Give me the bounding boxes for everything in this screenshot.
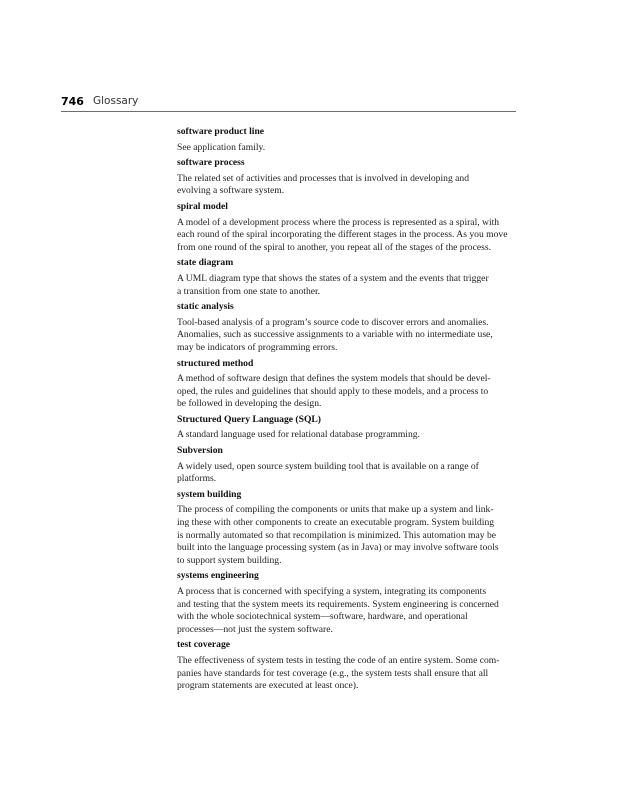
page-number: 746 bbox=[61, 95, 84, 108]
glossary-definition bbox=[177, 217, 517, 255]
definition-line: be followed in developing the design. bbox=[177, 398, 322, 410]
definition-line: each round of the spiral incorporating the different stages in the process. As you move bbox=[177, 229, 508, 241]
definition-line: evolving a software system. bbox=[177, 185, 285, 197]
glossary-definition bbox=[177, 373, 517, 411]
definition-line: from one round of the spiral to another, you repeat all of the stages of the process. bbox=[177, 241, 491, 253]
glossary-term: structured method bbox=[177, 357, 254, 369]
glossary-term: spiral model bbox=[177, 200, 228, 212]
definition-line: A process that is concerned with specifying a system, integrating its components bbox=[177, 586, 487, 597]
glossary-entry bbox=[177, 126, 517, 154]
definition-line: processes—not just the system software. bbox=[177, 623, 333, 635]
definition-line: with the whole sociotechnical system—software, hardware, and operational bbox=[177, 611, 468, 623]
glossary-term: software product line bbox=[177, 126, 265, 137]
definition-line: program statements are executed at least once). bbox=[177, 680, 359, 692]
glossary-definition bbox=[177, 655, 517, 693]
definition-line: A method of software design that defines the system models that should be devel- bbox=[177, 373, 491, 385]
glossary-term: Structured Query Language (SQL) bbox=[177, 413, 321, 425]
glossary-entry bbox=[177, 639, 517, 692]
glossary-term: system building bbox=[177, 488, 242, 500]
section-title: Glossary bbox=[93, 95, 139, 107]
glossary-definition bbox=[177, 173, 517, 198]
glossary-definition bbox=[177, 429, 517, 442]
glossary-entry bbox=[177, 414, 517, 442]
definition-line: is normally automated so that recompilation is minimized. This automation may be bbox=[177, 529, 497, 541]
glossary-term: static analysis bbox=[177, 301, 234, 313]
definition-line: A widely used, open source system building tool that is available on a range of bbox=[177, 460, 479, 472]
glossary-entry bbox=[177, 358, 517, 411]
glossary-term: Subversion bbox=[177, 445, 223, 457]
glossary-term: test coverage bbox=[177, 639, 230, 651]
definition-line: A UML diagram type that shows the states of a system and the events that trigger bbox=[177, 272, 489, 284]
definition-line: The process of compiling the components or units that make up a system and link- bbox=[177, 504, 494, 516]
definition-line: built into the language processing system (as in Java) or may involve software tools bbox=[177, 542, 499, 554]
definition-line: may be indicators of programming errors. bbox=[177, 341, 338, 353]
glossary-term: systems engineering bbox=[177, 570, 259, 582]
definition-line: A standard language used for relational database programming. bbox=[177, 429, 420, 441]
glossary-definition bbox=[177, 273, 517, 298]
glossary-entry bbox=[177, 157, 517, 198]
glossary-term: software process bbox=[177, 157, 245, 169]
glossary-entry bbox=[177, 570, 517, 636]
page-header bbox=[61, 93, 516, 112]
definition-line: panies have standards for test coverage (e.g., the system tests shall ensure that all bbox=[177, 667, 489, 679]
definition-line: A model of a development process where the process is represented as a spiral, with bbox=[177, 216, 500, 228]
definition-line: to support system building. bbox=[177, 554, 282, 566]
glossary-entry bbox=[177, 301, 517, 354]
glossary-definition bbox=[177, 317, 517, 355]
definition-line: a transition from one state to another. bbox=[177, 285, 321, 297]
definition-line: oped, the rules and guidelines that should apply to these models, and a process to bbox=[177, 385, 489, 397]
definition-line: Anomalies, such as successive assignments to a variable with no intermediate use, bbox=[177, 329, 493, 341]
glossary-entry bbox=[177, 201, 517, 254]
glossary-entry bbox=[177, 257, 517, 298]
glossary-definition bbox=[177, 586, 517, 636]
glossary-entries bbox=[177, 126, 517, 696]
glossary-definition bbox=[177, 504, 517, 567]
glossary-term: state diagram bbox=[177, 257, 234, 269]
definition-line: ing these with other components to create an executable program. System building bbox=[177, 517, 495, 529]
definition-line: See application family. bbox=[177, 141, 266, 153]
glossary-entry bbox=[177, 445, 517, 486]
glossary-definition bbox=[177, 142, 517, 155]
glossary-entry bbox=[177, 489, 517, 568]
definition-line: The effectiveness of system tests in testing the code of an entire system. Some com- bbox=[177, 654, 500, 666]
definition-line: The related set of activities and processes that is involved in developing and bbox=[177, 172, 469, 184]
definition-line: platforms. bbox=[177, 473, 217, 485]
definition-line: and testing that the system meets its requirements. System engineering is concerned bbox=[177, 598, 499, 610]
definition-line: Tool-based analysis of a program’s source code to discover errors and anomalies. bbox=[177, 316, 489, 328]
glossary-definition bbox=[177, 461, 517, 486]
